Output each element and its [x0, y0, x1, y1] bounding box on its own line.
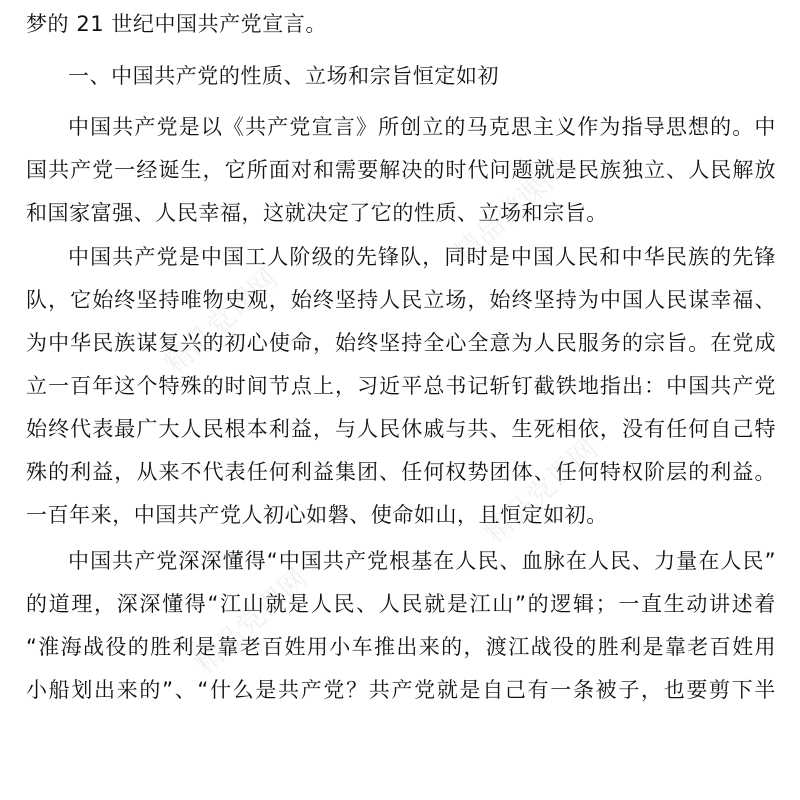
paragraph-2-line-5: 始终代表最广大人民根本利益，与人民休戚与共、生死相依，没有任何自己特: [26, 417, 776, 441]
paragraph-2-line-2: 队，它始终坚持唯物史观，始终坚持人民立场，始终坚持为中国人民谋幸福、: [26, 288, 776, 312]
paragraph-3-line-2: 的道理，深深懂得“江山就是人民、人民就是江山”的逻辑；一直生动讲述着: [26, 592, 776, 616]
paragraph-3-line-4: 小船划出来的”、“什么是共产党？共产党就是自己有一条被子，也要剪下半: [26, 678, 776, 702]
paragraph-1-line-3: 和国家富强、人民幸福，这就决定了它的性质、立场和宗旨。: [26, 201, 608, 225]
watermark-logo: 精品党课网: [477, 432, 605, 551]
watermark-logo: 精品党课网: [157, 262, 285, 381]
paragraph-1-line-2: 国共产党一经诞生，它所面对和需要解决的时代问题就是民族独立、人民解放: [26, 158, 776, 182]
paragraph-1-line-1: 中国共产党是以《共产党宣言》所创立的马克思主义作为指导思想的。中: [68, 115, 776, 139]
watermark-logo: 精品党课网: [447, 152, 575, 271]
paragraph-2-line-7: 一百年来，中国共产党人初心如磐、使命如山，且恒定如初。: [26, 503, 608, 527]
paragraph-2-line-1: 中国共产党是中国工人阶级的先锋队，同时是中国人民和中华民族的先锋: [68, 245, 776, 269]
text-line-closing: 梦的 21 世纪中国共产党宣言。: [26, 12, 327, 36]
paragraph-3-line-3: “淮海战役的胜利是靠老百姓用小车推出来的，渡江战役的胜利是靠老百姓用: [26, 635, 776, 659]
paragraph-2-line-6: 殊的利益，从来不代表任何利益集团、任何权势团体、任何特权阶层的利益。: [26, 460, 776, 484]
section-heading: 一、中国共产党的性质、立场和宗旨恒定如初: [68, 64, 499, 88]
paragraph-3-line-1: 中国共产党深深懂得“中国共产党根基在人民、血脉在人民、力量在人民”: [68, 549, 776, 573]
watermark-logo: 精品党课网: [187, 562, 315, 681]
paragraph-2-line-3: 为中华民族谋复兴的初心使命，始终坚持全心全意为人民服务的宗旨。在党成: [26, 331, 776, 355]
paragraph-2-line-4: 立一百年这个特殊的时间节点上，习近平总书记斩钉截铁地指出：中国共产党: [26, 374, 776, 398]
